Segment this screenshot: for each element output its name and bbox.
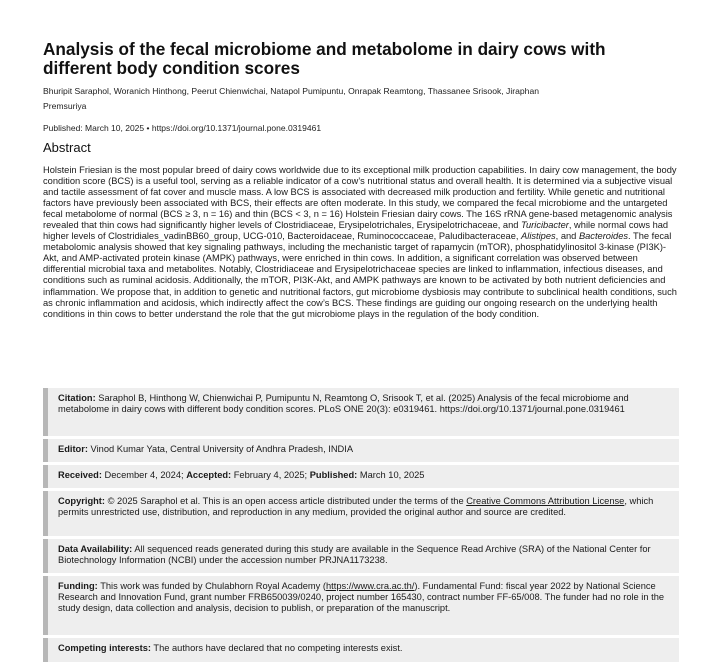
- funding-text-end: ). Fundamental Fund: fiscal year 2022 by National Science Research and Innovation Fund, grant number FRB650039/0240, project number 165430, contract number FF-65/008. The funder had no role in the study design, data collection and analysis, decision to publish, or preparation of the manuscript.: [58, 581, 665, 614]
- abstract-part: , while normal cows had higher levels of Clostridiales_vadinBB60_group, UCG-010, Bacteroidaceae, Ruminococcaceae, Paludibacteraceae,: [43, 220, 669, 242]
- funding-label: Funding:: [58, 581, 98, 591]
- citation-text: Saraphol B, Hinthong W, Chienwichai P, Pumipuntu N, Reamtong O, Srisook T, et al. (2025) Analysis of the fecal microbiome and metabolome in dairy cows with different body condition scores. PLoS ONE 20(3): e0319461. https://doi.org/10.1371/journal.pone.0319461: [58, 393, 629, 415]
- dates-box: [43, 465, 679, 488]
- citation-box: [43, 388, 679, 436]
- editor-text: Vinod Kumar Yata, Central University of Andhra Pradesh, INDIA: [90, 444, 354, 454]
- publication-line: [43, 123, 663, 134]
- editor-box: [43, 439, 679, 462]
- accepted-date: February 4, 2025;: [233, 470, 308, 480]
- funder-link[interactable]: https://www.cra.ac.th/: [326, 581, 415, 591]
- competing-interests-box: [43, 638, 679, 662]
- abstract-text: [43, 165, 679, 320]
- published-date: Published: March 10, 2025: [43, 123, 145, 133]
- bullet-separator: •: [146, 123, 150, 133]
- abstract-italic-taxon: Alistipes: [521, 231, 556, 242]
- data-availability-box: [43, 539, 679, 573]
- data-availability-text: All sequenced reads generated during this study are available in the Sequence Read Archive (SRA) of the National Center for Biotechnology Information (NCBI) under the accession number PRJNA1173238.: [58, 544, 651, 566]
- published-label: Published:: [309, 470, 358, 480]
- doi-link[interactable]: https://doi.org/10.1371/journal.pone.0319461: [151, 123, 322, 133]
- abstract-part: . The fecal metabolomic analysis showed that key signaling pathways, including the mechanistic target of rapamycin (mTOR), phosphatidylinositol 3-kinase (PI3K)-Akt, and AMP-activated protein kinase (AMPK) pathways, were enriched in thin cows. In addition, a significant correlation was observed between differential microbial taxa and metabolites. Notably, Clostridiaceae and Erysipelotrichaceae species are linked to inflammation, infectious diseases, and conditions such as ruminal acidosis. Additionally, the mTOR, PI3K-Akt, and AMPK pathways are known to be activated by both nutrient deficiencies and inflammation. We propose that, in addition to genetic and nutritional factors, gut microbiome dysbiosis may contribute to subclinical health conditions, such as chronic inflammation and acidosis, which indirectly affect the cow’s BCS. These findings are guiding our ongoing research on the underlying health conditions in thin cows to better understand the role that the gut microbiome plays in the regulation of the body condition.: [43, 231, 677, 319]
- article-title: Analysis of the fecal microbiome and metabolome in dairy cows with different body condition scores: [43, 39, 606, 78]
- abstract-part: Holstein Friesian is the most popular breed of dairy cows worldwide due to its exceptional milk production capabilities. In dairy cow management, the body condition score (BCS) is a useful tool, serving as a reliable indicator of a cow’s nutritional status and overall health. It is determined via a subjective visual and tactile assessment of fat cover and muscle mass. A low BCS is associated with decreased milk production and fertility. While genetic and nutritional factors have previously been associated with BCS, their effects are often moderate. In this study, we compared the fecal microbiome and the untargeted fecal metabolome of normal (BCS ≥ 3, n = 16) and thin (BCS < 3, n = 16) Holstein Friesian dairy cows. The 16S rRNA gene-based metagenomic analysis revealed that thin cows had significantly higher levels of Clostridiaceae, Erysipelotrichales, Erysipelotrichaceae, and: [43, 165, 677, 231]
- data-availability-label: Data Availability:: [58, 544, 133, 554]
- received-date: December 4, 2024;: [104, 470, 184, 480]
- copyright-text: © 2025 Saraphol et al. This is an open access article distributed under the terms of the: [107, 496, 467, 506]
- received-label: Received:: [58, 470, 102, 480]
- published-date-box: March 10, 2025: [359, 470, 425, 480]
- funding-text: This work was funded by Chulabhorn Royal Academy (: [100, 581, 327, 591]
- copyright-box: [43, 491, 679, 536]
- abstract-italic-taxon: Bacteroides: [578, 231, 629, 242]
- license-link[interactable]: Creative Commons Attribution License: [466, 496, 625, 506]
- competing-interests-label: Competing interests:: [58, 643, 151, 653]
- funding-box: [43, 576, 679, 635]
- accepted-label: Accepted:: [186, 470, 232, 480]
- abstract-part: , and: [555, 231, 579, 242]
- copyright-label: Copyright:: [58, 496, 105, 506]
- copyright-text-end: , which permits unrestricted use, distribution, and reproduction in any medium, provided the original author and source are credited.: [58, 496, 654, 518]
- competing-interests-text: The authors have declared that no competing interests exist.: [153, 643, 403, 653]
- editor-label: Editor:: [58, 444, 88, 454]
- author-list: Bhuripit Saraphol, Woranich Hinthong, Peerut Chienwichai, Natapol Pumipuntu, Onrapak Reamtong, Thassanee Srisook, Jiraphan Premsuriya: [43, 86, 540, 111]
- citation-label: Citation:: [58, 393, 96, 403]
- abstract-heading: Abstract: [43, 140, 91, 155]
- abstract-italic-taxon: Turicibacter: [521, 220, 569, 231]
